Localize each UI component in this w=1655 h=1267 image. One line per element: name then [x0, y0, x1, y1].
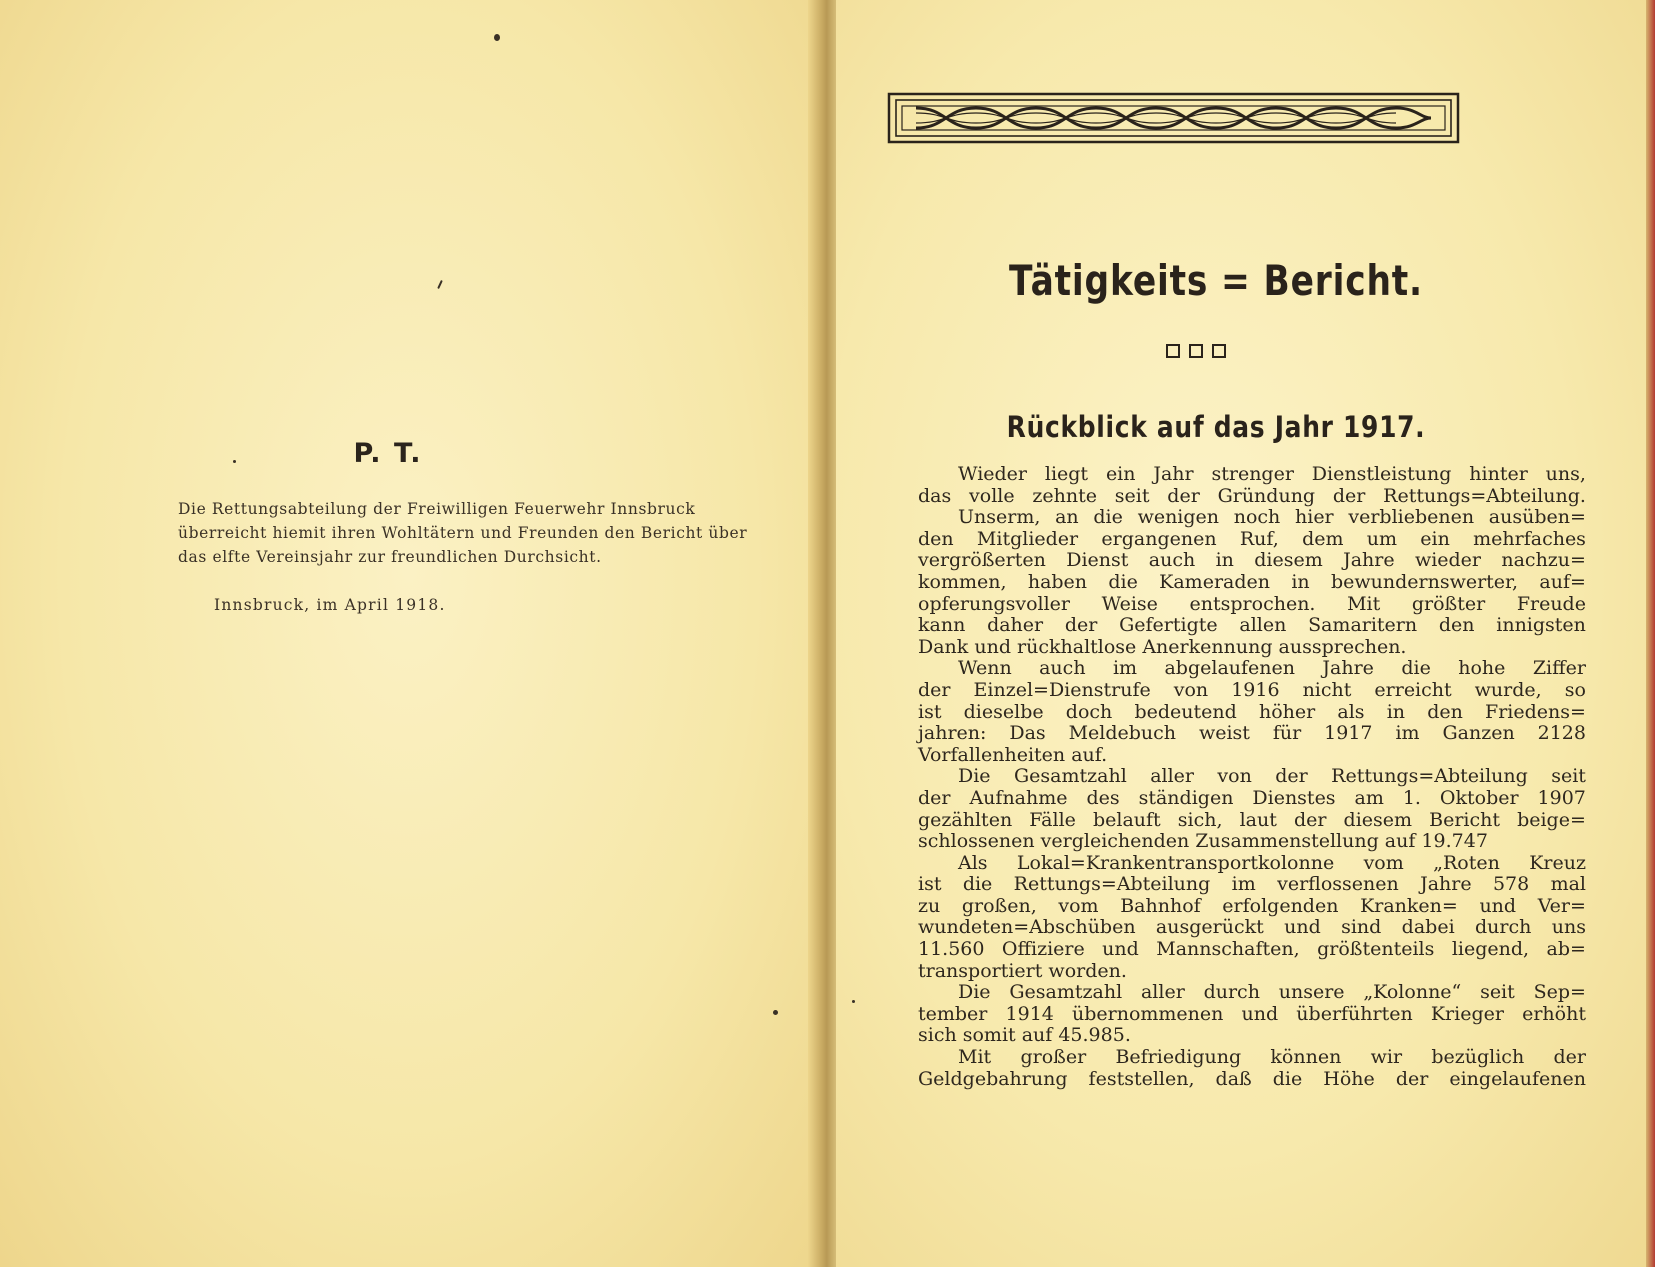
body-word: Dienstes	[1252, 786, 1336, 809]
body-word: opferungsvoller	[918, 592, 1070, 615]
body-word: hinter	[1469, 463, 1528, 485]
body-word: ist	[918, 700, 942, 723]
body-word: Krieger	[1430, 1002, 1504, 1025]
body-line	[918, 745, 1586, 767]
body-word: das	[918, 484, 952, 507]
body-word: vom	[1363, 851, 1404, 874]
dedication-line: überreicht hiemit ihren Wohltätern und Freunden den Bericht über	[178, 524, 748, 542]
body-line	[918, 594, 1586, 616]
body-word: den	[918, 527, 954, 550]
body-word: verflossenen	[1277, 873, 1399, 896]
body-word: ständigen	[1138, 786, 1234, 809]
body-word: Die	[958, 981, 991, 1004]
body-word: für	[1272, 722, 1302, 745]
body-line	[918, 1025, 1586, 1047]
ornament-border-band	[886, 88, 1461, 148]
body-word: „Kolonne“	[1363, 981, 1462, 1004]
ink-speck	[437, 280, 443, 289]
body-word: beige=	[1517, 808, 1586, 831]
body-word: tember	[918, 1002, 988, 1025]
body-word: wieder	[1414, 549, 1482, 572]
body-word: und	[1479, 894, 1517, 917]
body-word: allen	[1239, 614, 1287, 637]
body-word: aller	[1140, 981, 1185, 1004]
body-word: entsprochen.	[1189, 592, 1316, 615]
body-word: sich,	[1177, 808, 1223, 831]
body-line	[918, 766, 1586, 788]
body-word: ergangenen	[1101, 527, 1217, 550]
ink-speck	[852, 1000, 855, 1003]
body-word: kommen,	[918, 570, 1007, 593]
body-word: dem	[1302, 527, 1344, 550]
body-word: Rettungs=Abteilung	[1331, 765, 1528, 788]
ornament-squares	[1166, 344, 1226, 358]
report-body-text	[918, 464, 1586, 1090]
body-word: volle	[969, 484, 1015, 507]
body-word: im	[1112, 657, 1138, 680]
body-word: Ganzen	[1442, 722, 1515, 745]
body-word: im	[1395, 722, 1420, 745]
body-line	[918, 853, 1586, 875]
body-word: großen,	[961, 894, 1037, 917]
body-word: unsere	[1278, 981, 1345, 1004]
body-word: ab=	[1546, 938, 1586, 961]
body-word: jahren:	[918, 722, 987, 745]
body-line	[918, 529, 1586, 551]
body-word: Friedens=	[1485, 700, 1586, 723]
body-word: verbliebenen	[1348, 506, 1475, 529]
body-word: seit	[1114, 484, 1150, 507]
body-word: Jahr	[1153, 463, 1194, 485]
body-line	[918, 1004, 1586, 1026]
body-word: durch	[1203, 981, 1260, 1004]
body-word: und	[1284, 916, 1321, 939]
body-word: die	[1093, 506, 1123, 529]
body-word: doch	[1065, 700, 1113, 723]
body-word: bedeutend	[1134, 700, 1237, 723]
body-word: erreicht	[1374, 678, 1452, 701]
ink-speck	[233, 460, 236, 463]
body-word: am	[1354, 786, 1384, 809]
body-word: wir	[1370, 1046, 1403, 1069]
body-word: 1916	[1231, 678, 1280, 701]
body-line	[918, 572, 1586, 594]
body-word: um	[1366, 527, 1398, 550]
body-word: innigsten	[1496, 614, 1586, 637]
body-word: dabei	[1401, 916, 1455, 939]
body-line	[918, 810, 1586, 832]
body-line	[918, 788, 1586, 810]
body-word: erhöht	[1522, 1002, 1586, 1025]
body-word: Dienst	[1066, 549, 1129, 572]
body-word: so	[1564, 678, 1586, 701]
body-line	[918, 874, 1586, 896]
body-word: Mit	[958, 1046, 992, 1069]
body-word: die	[1401, 657, 1431, 680]
body-word: der	[1293, 808, 1327, 831]
body-word: Rettungs=Abteilung	[1013, 873, 1211, 896]
page-edge	[1646, 0, 1655, 1267]
body-word: liegend,	[1451, 938, 1530, 961]
square-ornament-icon	[1212, 344, 1226, 358]
page-title: Tätigkeits = Bericht.	[1009, 256, 1423, 305]
body-word: des	[1086, 786, 1120, 809]
body-line	[918, 658, 1586, 680]
body-word: erfolgenden	[1222, 894, 1339, 917]
body-word: Meldebuch	[1068, 722, 1177, 745]
body-word: bezüglich	[1431, 1046, 1525, 1069]
body-word: Bahnhof	[1120, 894, 1201, 917]
body-word: daher	[987, 614, 1044, 637]
body-word: größtenteils	[1317, 938, 1435, 961]
body-line	[918, 961, 1586, 983]
body-line	[918, 615, 1586, 637]
body-word: von	[1217, 765, 1252, 788]
dedication-line: Die Rettungsabteilung der Freiwilligen Feuerwehr Innsbruck	[178, 500, 696, 518]
left-page-heading: P. T.	[353, 438, 423, 469]
body-word: als	[1337, 700, 1365, 723]
body-word: Das	[1009, 722, 1046, 745]
body-word: feststellen,	[1088, 1067, 1195, 1090]
body-word: in	[1291, 570, 1310, 593]
body-word: seit	[1480, 981, 1515, 1004]
body-word: belauft	[1092, 808, 1161, 831]
body-word: sind	[1341, 916, 1382, 939]
body-word: laut	[1239, 808, 1277, 831]
body-word: Samaritern	[1308, 614, 1418, 637]
body-word: Kameraden	[1159, 570, 1270, 593]
body-line-text: transportiert worden.	[918, 959, 1127, 982]
body-word: der	[918, 678, 951, 701]
body-word: übernommenen	[1072, 1002, 1224, 1025]
body-word: aller	[1150, 765, 1194, 788]
body-word: und	[1102, 938, 1139, 961]
body-word: Geldgebahrung	[918, 1067, 1068, 1090]
body-word: Mannschaften,	[1156, 938, 1300, 961]
body-word: auch	[1148, 549, 1196, 572]
square-ornament-icon	[1189, 344, 1203, 358]
body-word: weist	[1198, 722, 1250, 745]
body-word: Befriedigung	[1115, 1046, 1242, 1069]
body-word: diesem	[1254, 549, 1323, 572]
body-line	[918, 464, 1586, 486]
body-word: ein	[1420, 527, 1450, 550]
body-word: der	[918, 786, 951, 809]
body-word: können	[1270, 1046, 1342, 1069]
body-word: Ver=	[1537, 894, 1586, 917]
body-word: in	[1386, 700, 1406, 723]
dedication-line: das elfte Vereinsjahr zur freundlichen Durchsicht.	[178, 548, 602, 566]
body-word: vergrößerten	[918, 549, 1046, 572]
body-word: uns	[1551, 916, 1586, 939]
body-word: wenigen	[1137, 506, 1220, 529]
body-word: abgelaufenen	[1164, 657, 1296, 680]
body-word: kann	[918, 614, 966, 637]
body-word: wurde,	[1474, 678, 1542, 701]
body-word: Gesamtzahl	[1013, 765, 1127, 788]
body-word: der	[1395, 1067, 1429, 1090]
body-word: Dienstleistung	[1311, 463, 1452, 485]
body-word: Höhe	[1323, 1067, 1375, 1090]
body-word: nicht	[1302, 678, 1352, 701]
body-word: Gründung	[1217, 484, 1316, 507]
dateline: Innsbruck, im April 1918.	[214, 596, 446, 614]
body-word: Jahre	[1420, 873, 1472, 896]
body-word: haben	[1027, 570, 1088, 593]
body-line	[918, 982, 1586, 1004]
body-word: durch	[1475, 916, 1532, 939]
body-word: zehnte	[1032, 484, 1097, 507]
body-word: die	[1272, 1067, 1303, 1090]
body-word: 1907	[1537, 786, 1586, 809]
body-word: Ruf,	[1239, 527, 1279, 550]
body-word: „Roten	[1433, 851, 1500, 874]
body-word: noch	[1233, 506, 1281, 529]
body-word: nachzu=	[1501, 549, 1586, 572]
body-word: Offiziere	[1001, 938, 1085, 961]
body-line	[918, 680, 1586, 702]
body-word: Kreuz	[1529, 851, 1586, 874]
body-word: Aufnahme	[969, 786, 1068, 809]
left-page	[0, 0, 818, 1267]
body-line	[918, 1069, 1586, 1091]
body-line	[918, 702, 1586, 724]
body-word: Fälle	[1029, 808, 1076, 831]
body-word: und	[1241, 1002, 1279, 1025]
body-word: auf=	[1539, 570, 1586, 593]
body-word: liegt	[1044, 463, 1089, 485]
body-line	[918, 896, 1586, 918]
body-word: gezählten	[918, 808, 1013, 831]
body-word: mehrfaches	[1473, 527, 1586, 550]
body-word: 578	[1492, 873, 1530, 896]
body-word: Rettungs=Abteilung.	[1383, 484, 1586, 507]
body-word: 11.560	[918, 938, 985, 961]
body-line-text: sich somit auf 45.985.	[918, 1024, 1131, 1047]
body-word: Als	[958, 851, 988, 874]
body-line-text: Dank und rückhaltlose Anerkennung aussprechen.	[918, 635, 1407, 658]
body-line-text: schlossenen vergleichenden Zusammenstellung auf 19.747	[918, 830, 1488, 853]
body-word: Unserm,	[958, 506, 1041, 529]
body-word: den	[1427, 700, 1463, 723]
body-word: 1.	[1402, 786, 1421, 809]
body-word: Wenn	[958, 657, 1012, 680]
body-line	[918, 486, 1586, 508]
body-word: überführten	[1296, 1002, 1413, 1025]
right-page	[836, 0, 1646, 1267]
body-word: der	[1275, 765, 1308, 788]
body-word: Gefertigte	[1119, 614, 1218, 637]
body-word: Jahre	[1343, 549, 1395, 572]
body-word: größter	[1411, 592, 1486, 615]
dedication-paragraph	[178, 497, 766, 569]
body-word: diesem	[1343, 808, 1413, 831]
body-word: der	[1064, 614, 1098, 637]
body-word: mal	[1550, 873, 1586, 896]
body-word: Freude	[1516, 592, 1586, 615]
body-line-text: Vorfallenheiten auf.	[918, 743, 1108, 766]
body-word: Ziffer	[1532, 657, 1586, 680]
body-word: Wieder	[958, 463, 1028, 485]
body-word: ausgerückt	[1155, 916, 1264, 939]
body-word: Kranken=	[1360, 894, 1458, 917]
body-word: Lokal=Krankentransportkolonne	[1016, 851, 1335, 874]
body-word: der	[1332, 484, 1366, 507]
body-word: Einzel=Dienstrufe	[973, 678, 1151, 701]
body-word: ist	[918, 873, 942, 896]
body-word: Mit	[1347, 592, 1381, 615]
body-word: den	[1438, 614, 1475, 637]
body-word: dieselbe	[963, 700, 1044, 723]
body-word: zu	[918, 894, 941, 917]
body-line	[918, 917, 1586, 939]
body-line	[918, 550, 1586, 572]
body-word: 1914	[1005, 1002, 1054, 1025]
body-word: uns,	[1545, 463, 1586, 485]
section-heading: Rückblick auf das Jahr 1917.	[1006, 410, 1426, 444]
body-word: höher	[1258, 700, 1316, 723]
body-word: seit	[1551, 765, 1586, 788]
body-word: Jahre	[1322, 657, 1374, 680]
body-word: eingelaufenen	[1449, 1067, 1586, 1090]
body-word: 1917	[1324, 722, 1373, 745]
body-word: Bericht	[1429, 808, 1500, 831]
body-word: Sep=	[1533, 981, 1586, 1004]
body-word: Gesamtzahl	[1009, 981, 1123, 1004]
body-word: Weise	[1101, 592, 1158, 615]
body-line	[918, 637, 1586, 659]
body-line	[918, 939, 1586, 961]
body-word: der	[1167, 484, 1200, 507]
body-word: im	[1231, 873, 1256, 896]
body-word: Oktober	[1439, 786, 1519, 809]
body-word: daß	[1215, 1067, 1252, 1090]
body-word: Die	[958, 765, 991, 788]
body-word: die	[962, 873, 993, 896]
body-word: Mitglieder	[976, 527, 1079, 550]
body-word: strenger	[1211, 463, 1294, 485]
body-word: 2128	[1537, 722, 1586, 745]
body-word: der	[1553, 1046, 1586, 1069]
body-line	[918, 831, 1586, 853]
body-word: großer	[1020, 1046, 1087, 1069]
body-word: in	[1215, 549, 1234, 572]
ink-speck	[773, 1010, 778, 1015]
body-word: vom	[1058, 894, 1099, 917]
body-word: wundeten=Abschüben	[918, 916, 1136, 939]
ink-speck	[494, 34, 500, 41]
body-word: bewundernswerter,	[1330, 570, 1519, 593]
body-word: ausüben=	[1488, 506, 1586, 529]
body-word: hohe	[1458, 657, 1506, 680]
body-word: hier	[1295, 506, 1334, 529]
body-line	[918, 507, 1586, 529]
body-line	[918, 723, 1586, 745]
body-line	[918, 1047, 1586, 1069]
body-word: ein	[1105, 463, 1136, 485]
body-word: die	[1108, 570, 1138, 593]
square-ornament-icon	[1166, 344, 1180, 358]
body-word: an	[1055, 506, 1079, 529]
body-word: auch	[1039, 657, 1086, 680]
body-word: von	[1173, 678, 1209, 701]
